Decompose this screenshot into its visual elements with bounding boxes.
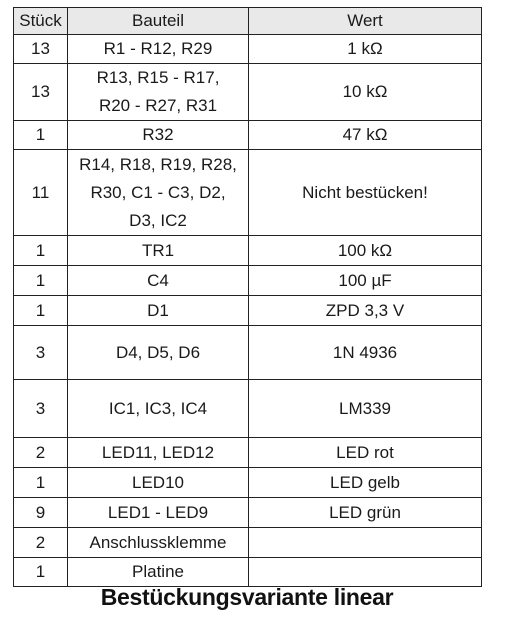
table-header-row (14, 8, 482, 35)
cell-part: Anschlussklemme (68, 528, 249, 558)
cell-qty: 2 (14, 438, 68, 468)
cell-qty: 1 (14, 121, 68, 150)
cell-qty: 3 (14, 326, 68, 380)
cell-value: LED rot (249, 438, 482, 468)
table-row (14, 121, 482, 150)
cell-part: D1 (68, 296, 249, 326)
cell-value: 1 kΩ (249, 35, 482, 64)
cell-part: LED10 (68, 468, 249, 498)
table-row (14, 35, 482, 64)
cell-qty: 9 (14, 498, 68, 528)
cell-value: ZPD 3,3 V (249, 296, 482, 326)
header-part: Bauteil (68, 8, 249, 35)
cell-part: C4 (68, 266, 249, 296)
table-caption: Bestückungsvariante linear (100, 584, 394, 610)
table-row (14, 468, 482, 498)
cell-value: Nicht bestücken! (249, 150, 482, 236)
cell-value: LED grün (249, 498, 482, 528)
cell-qty: 13 (14, 35, 68, 64)
cell-part: R13, R15 - R17, R20 - R27, R31 (68, 64, 249, 121)
cell-part: D4, D5, D6 (68, 326, 249, 380)
cell-qty: 2 (14, 528, 68, 558)
cell-part: Platine (68, 558, 249, 587)
cell-part: LED11, LED12 (68, 438, 249, 468)
cell-value: 100 kΩ (249, 236, 482, 266)
table-row (14, 150, 482, 236)
cell-part: IC1, IC3, IC4 (68, 380, 249, 438)
cell-qty: 1 (14, 558, 68, 587)
cell-qty: 1 (14, 468, 68, 498)
cell-part: R14, R18, R19, R28, R30, C1 - C3, D2, D3, IC2 (68, 150, 249, 236)
cell-value: 47 kΩ (249, 121, 482, 150)
table-row (14, 498, 482, 528)
table-row (14, 528, 482, 558)
cell-value: 1N 4936 (249, 326, 482, 380)
cell-value: LM339 (249, 380, 482, 438)
cell-qty: 3 (14, 380, 68, 438)
cell-part: R32 (68, 121, 249, 150)
cell-qty: 1 (14, 236, 68, 266)
table-row (14, 236, 482, 266)
cell-qty: 11 (14, 150, 68, 236)
cell-part: LED1 - LED9 (68, 498, 249, 528)
cell-value: 10 kΩ (249, 64, 482, 121)
cell-qty: 1 (14, 266, 68, 296)
header-value: Wert (249, 8, 482, 35)
cell-value: LED gelb (249, 468, 482, 498)
table-row (14, 296, 482, 326)
table-row (14, 326, 482, 380)
table-row (14, 380, 482, 438)
cell-qty: 13 (14, 64, 68, 121)
header-qty: Stück (14, 8, 68, 35)
cell-part: R1 - R12, R29 (68, 35, 249, 64)
table-row (14, 438, 482, 468)
cell-value: 100 µF (249, 266, 482, 296)
cell-value (249, 528, 482, 558)
cell-qty: 1 (14, 296, 68, 326)
table-row (14, 64, 482, 121)
table-row (14, 558, 482, 587)
parts-list-table (13, 7, 482, 587)
cell-value (249, 558, 482, 587)
table-row (14, 266, 482, 296)
cell-part: TR1 (68, 236, 249, 266)
